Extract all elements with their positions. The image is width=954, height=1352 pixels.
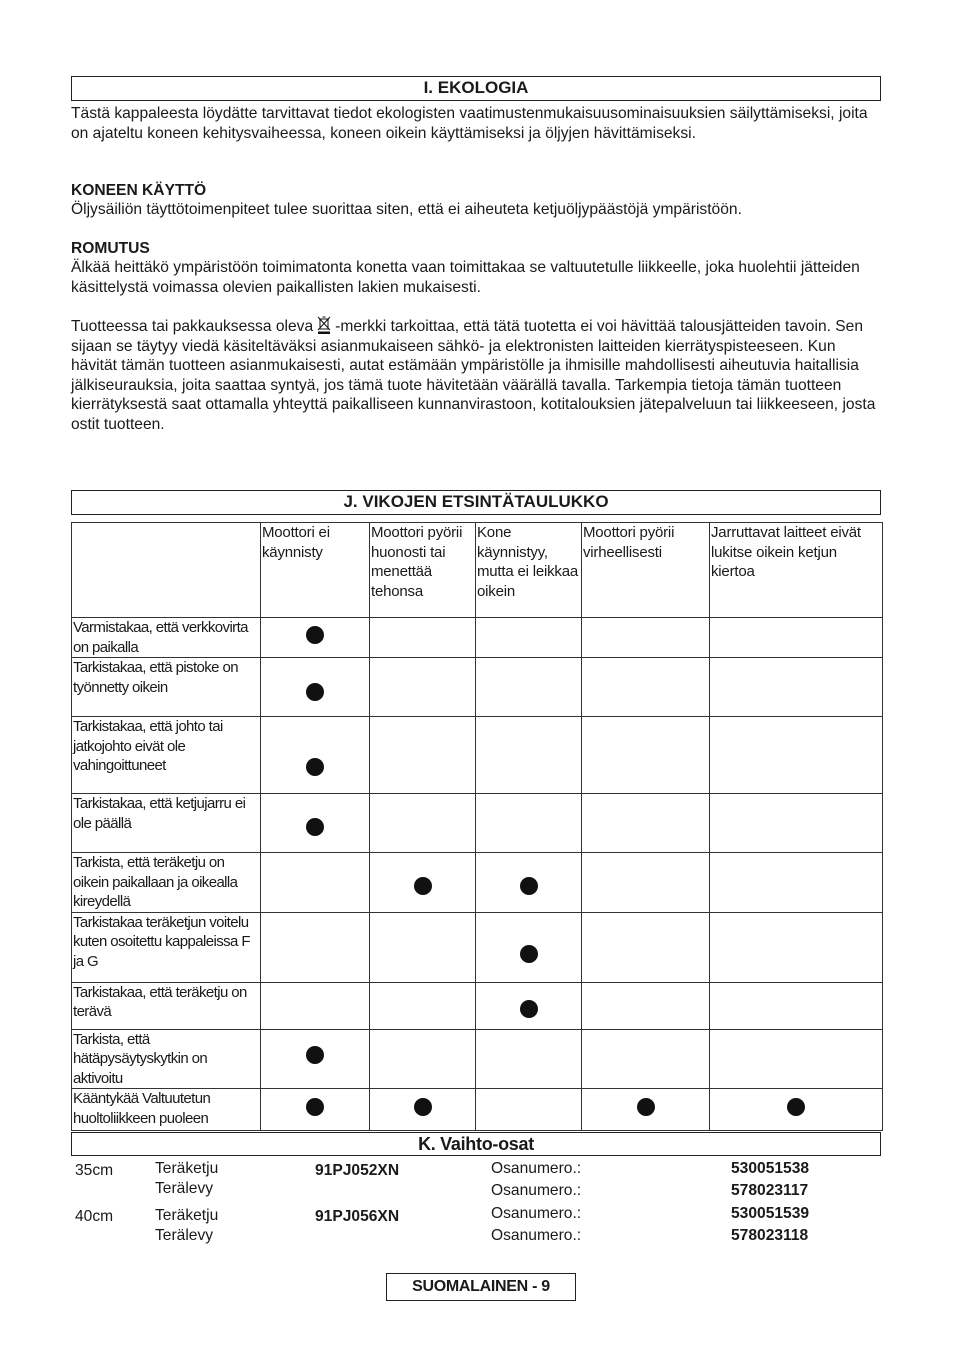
mark-cell xyxy=(261,794,370,853)
mark-cell xyxy=(582,658,710,717)
troubleshooting-title: J. VIKOJEN ETSINTÄTAULUKKO xyxy=(71,490,881,515)
mark-dot xyxy=(520,1000,538,1018)
mark-cell xyxy=(370,853,476,913)
row-label: Tarkistakaa, että johto tai jatkojohto eivät ole vahingoittuneet xyxy=(72,717,261,794)
part-number-label: Osanumero.: xyxy=(491,1160,582,1177)
table-row xyxy=(72,658,883,717)
mark-cell xyxy=(261,658,370,717)
table-row xyxy=(72,1089,883,1131)
mark-dot xyxy=(520,877,538,895)
column-header: Moottori ei käynnisty xyxy=(261,523,370,618)
mark-dot xyxy=(520,945,538,963)
part-name: Teräketju xyxy=(155,1207,219,1224)
mark-cell xyxy=(582,1089,710,1131)
mark-cell xyxy=(370,794,476,853)
row-label: Varmistakaa, että verkkovirta on paikalla xyxy=(72,618,261,658)
mark-cell xyxy=(710,1029,883,1089)
mark-cell xyxy=(710,717,883,794)
column-header: Jarruttavat laitteet eivät lukitse oikein ketjun kiertoa xyxy=(710,523,883,618)
weee-text-before: Tuotteessa tai pakkauksessa oleva xyxy=(71,318,314,335)
mark-cell xyxy=(370,618,476,658)
table-row xyxy=(72,717,883,794)
crossed-bin-icon xyxy=(317,316,331,334)
part-number-label: Osanumero.: xyxy=(491,1182,582,1199)
table-row xyxy=(72,912,883,982)
mark-cell xyxy=(710,794,883,853)
table-row xyxy=(72,1029,883,1089)
mark-cell xyxy=(261,618,370,658)
mark-dot xyxy=(306,1098,324,1116)
mark-cell xyxy=(476,717,582,794)
weee-paragraph xyxy=(71,316,881,434)
mark-dot xyxy=(306,758,324,776)
mark-cell xyxy=(710,912,883,982)
part-size: 40cm xyxy=(75,1208,114,1225)
mark-cell xyxy=(476,853,582,913)
mark-cell xyxy=(370,912,476,982)
mark-cell xyxy=(476,794,582,853)
mark-cell xyxy=(476,1029,582,1089)
machine-use-heading: KONEEN KÄYTTÖ xyxy=(71,182,207,199)
ecology-title: I. EKOLOGIA xyxy=(71,76,881,101)
mark-cell xyxy=(710,618,883,658)
table-row xyxy=(72,794,883,853)
mark-cell xyxy=(370,717,476,794)
mark-dot xyxy=(306,626,324,644)
mark-cell xyxy=(261,1089,370,1131)
machine-use-text: Öljysäiliön täyttötoimenpiteet tulee suorittaa siten, että ei aiheuteta ketjuöljypäästöjä ympäristöön. xyxy=(71,201,742,218)
part-model: 91PJ056XN xyxy=(315,1208,400,1225)
ecology-intro: Tästä kappaleesta löydätte tarvittavat tiedot ekologisten vaatimustenmukaisuusominaisuuksien säilyttämiseksi, joita on ajateltu koneen kehitysvaiheessa, koneen oikein käyttämiseksi ja öljyjen hävittämiseksi. xyxy=(71,105,868,142)
part-name: Terälevy xyxy=(155,1180,214,1197)
column-header: Moottori pyörii huonosti tai menettää tehonsa xyxy=(370,523,476,618)
weee-text-after: -merkki tarkoittaa, että tätä tuotetta ei voi hävittää talousjätteiden tavoin. Sen sijaan se täytyy viedä käsiteltäväksi asianmukaiseen sähkö- ja elektronisten laitteiden kierrätyspisteeseen. Kun hävität tämän tuotteen asianmukaisesti, autat estämään ympäristölle ja ihmisille mahdollisesti aiheutuvia haitallisia jälkiseurauksia, joita saattaa syntyä, jos tämä tuote hävitetään väärällä tavalla. Tarkempia tietoja tämän tuotteen kierrätyksestä saat ottamalla yhteyttä paikalliseen kunnanvirastoon, kotitalouksien jätepalveluun tai liikkeeseen, josta ostit tuotteen. xyxy=(71,318,876,433)
mark-cell xyxy=(476,618,582,658)
mark-cell xyxy=(476,982,582,1029)
table-header-row xyxy=(72,523,883,618)
mark-cell xyxy=(370,658,476,717)
mark-cell xyxy=(710,853,883,913)
mark-cell xyxy=(261,912,370,982)
row-label: Kääntykää Valtuutetun huoltoliikkeen puoleen xyxy=(72,1089,261,1131)
mark-cell xyxy=(476,912,582,982)
row-label: Tarkistakaa teräketjun voitelu kuten osoitettu kappaleissa F ja G xyxy=(72,912,261,982)
scrapping-heading: ROMUTUS xyxy=(71,240,150,257)
row-label: Tarkistakaa, että teräketju on terävä xyxy=(72,982,261,1029)
part-number: 578023118 xyxy=(731,1227,809,1244)
page-footer: SUOMALAINEN - 9 xyxy=(386,1273,576,1301)
part-name: Teräketju xyxy=(155,1160,219,1177)
row-label: Tarkista, että hätäpysäytyskytkin on aktivoitu xyxy=(72,1029,261,1089)
mark-dot xyxy=(414,877,432,895)
troubleshooting-table xyxy=(71,522,883,1131)
part-number: 578023117 xyxy=(731,1182,809,1199)
mark-cell xyxy=(710,658,883,717)
part-name: Terälevy xyxy=(155,1227,214,1244)
part-number: 530051539 xyxy=(731,1205,810,1222)
part-model: 91PJ052XN xyxy=(315,1162,400,1179)
mark-dot xyxy=(637,1098,655,1116)
row-label: Tarkistakaa, että pistoke on työnnetty oikein xyxy=(72,658,261,717)
mark-cell xyxy=(582,982,710,1029)
mark-cell xyxy=(370,1029,476,1089)
mark-dot xyxy=(414,1098,432,1116)
mark-cell xyxy=(582,717,710,794)
mark-cell xyxy=(476,1089,582,1131)
column-header: Moottori pyörii virheellisesti xyxy=(582,523,710,618)
mark-cell xyxy=(261,982,370,1029)
mark-cell xyxy=(370,1089,476,1131)
mark-cell xyxy=(261,717,370,794)
mark-cell xyxy=(261,853,370,913)
scrapping-text: Älkää heittäkö ympäristöön toimimatonta konetta vaan toimittakaa se valtuutetulle liikkeelle, joka huolehtii jätteiden käsittelystä voimassa olevien paikallisten lakien mukaisesti. xyxy=(71,259,860,296)
mark-cell xyxy=(582,618,710,658)
mark-cell xyxy=(582,1029,710,1089)
part-number-label: Osanumero.: xyxy=(491,1227,582,1244)
mark-cell xyxy=(582,853,710,913)
parts-title: K. Vaihto-osat xyxy=(71,1132,881,1156)
mark-dot xyxy=(306,1046,324,1064)
header-empty-cell xyxy=(72,523,261,618)
table-row xyxy=(72,618,883,658)
mark-cell xyxy=(710,1089,883,1131)
table-row xyxy=(72,853,883,913)
mark-cell xyxy=(710,982,883,1029)
mark-cell xyxy=(582,912,710,982)
part-number-label: Osanumero.: xyxy=(491,1205,582,1222)
mark-cell xyxy=(370,982,476,1029)
mark-cell xyxy=(261,1029,370,1089)
row-label: Tarkistakaa, että ketjujarru ei ole päällä xyxy=(72,794,261,853)
table-row xyxy=(72,982,883,1029)
mark-dot xyxy=(306,683,324,701)
mark-cell xyxy=(582,794,710,853)
part-size: 35cm xyxy=(75,1162,114,1179)
mark-dot xyxy=(787,1098,805,1116)
mark-dot xyxy=(306,818,324,836)
column-header: Kone käynnistyy, mutta ei leikkaa oikein xyxy=(476,523,582,618)
part-number: 530051538 xyxy=(731,1160,810,1177)
row-label: Tarkista, että teräketju on oikein paikallaan ja oikealla kireydellä xyxy=(72,853,261,913)
mark-cell xyxy=(476,658,582,717)
